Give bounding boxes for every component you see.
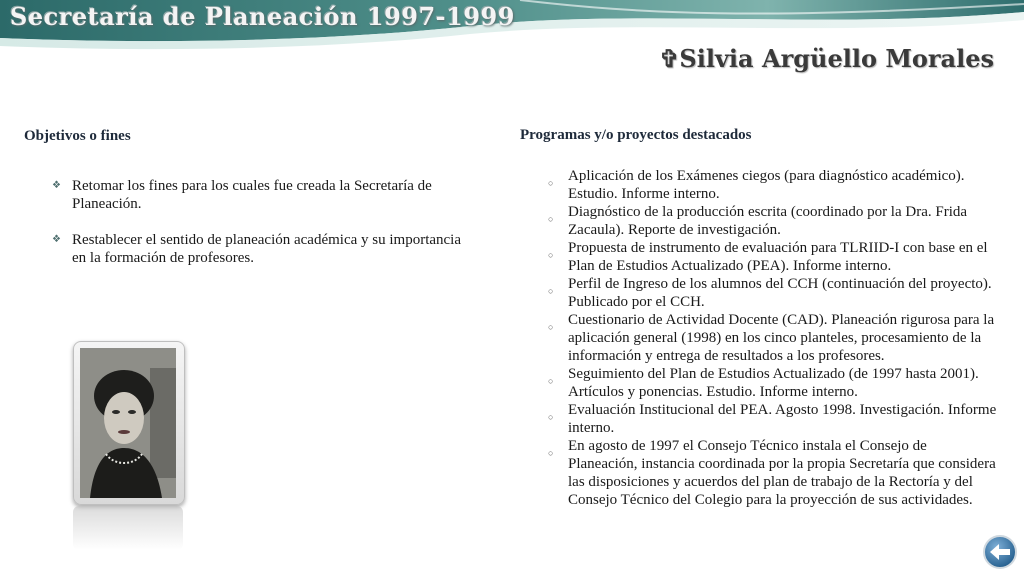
list-item <box>548 275 998 311</box>
circle-bullet-icon: ○ <box>548 322 554 332</box>
portrait-frame <box>73 341 185 505</box>
objective-text: Retomar los fines para los cuales fue creada la Secretaría de Planeación. <box>72 178 432 212</box>
programs-heading: Programas y/o proyectos destacados <box>520 127 752 143</box>
list-item <box>52 231 472 267</box>
list-item <box>548 401 998 437</box>
program-text: En agosto de 1997 el Consejo Técnico instala el Consejo de Planeación, instancia coordinada por la propia Secretaría que considera las disposiciones y acuerdos del plan de trabajo de la Rectoría y del Consejo Técnico del Colegio para la proyección de sus actividades. <box>568 438 996 508</box>
back-arrow-icon[interactable] <box>982 534 1018 570</box>
list-item <box>52 177 472 213</box>
list-item <box>548 167 998 203</box>
list-item <box>548 239 998 275</box>
list-item <box>548 437 998 509</box>
portrait-reflection <box>73 506 183 550</box>
objective-text: Restablecer el sentido de planeación académica y su importancia en la formación de profesores. <box>72 232 461 266</box>
list-item <box>548 311 998 365</box>
program-text: Seguimiento del Plan de Estudios Actualizado (de 1997 hasta 2001). Artículos y ponencias. Estudio. Informe interno. <box>568 366 979 400</box>
circle-bullet-icon: ○ <box>548 412 554 422</box>
person-name: ✞Silvia Argüello Morales <box>659 44 994 73</box>
diamond-bullet-icon: ❖ <box>52 234 61 245</box>
objectives-list <box>52 177 472 285</box>
circle-bullet-icon: ○ <box>548 178 554 188</box>
program-text: Propuesta de instrumento de evaluación para TLRIID-I con base en el Plan de Estudios Actualizado (PEA). Informe interno. <box>568 240 988 274</box>
list-item <box>548 365 998 401</box>
circle-bullet-icon: ○ <box>548 250 554 260</box>
list-item <box>548 203 998 239</box>
back-button[interactable] <box>982 534 1018 570</box>
program-text: Evaluación Institucional del PEA. Agosto 1998. Investigación. Informe interno. <box>568 402 997 436</box>
diamond-bullet-icon: ❖ <box>52 180 61 191</box>
program-text: Aplicación de los Exámenes ciegos (para diagnóstico académico). Estudio. Informe interno. <box>568 168 965 202</box>
program-text: Diagnóstico de la producción escrita (coordinado por la Dra. Frida Zacaula). Reporte de investigación. <box>568 204 968 238</box>
circle-bullet-icon: ○ <box>548 286 554 296</box>
portrait-graphic <box>80 348 176 498</box>
circle-bullet-icon: ○ <box>548 448 554 458</box>
circle-bullet-icon: ○ <box>548 376 554 386</box>
circle-bullet-icon: ○ <box>548 214 554 224</box>
program-text: Perfil de Ingreso de los alumnos del CCH (continuación del proyecto). Publicado por el CCH. <box>568 276 992 310</box>
programs-list <box>548 167 998 509</box>
section-title: Secretaría de Planeación 1997-1999 <box>10 2 515 31</box>
program-text: Cuestionario de Actividad Docente (CAD). Planeación rigurosa para la aplicación general (1998) en los cinco planteles, procesamiento de la información y entrega de resultados a los profesores. <box>568 312 995 364</box>
portrait-photo <box>80 348 176 498</box>
objectives-heading: Objetivos o fines <box>24 128 131 144</box>
